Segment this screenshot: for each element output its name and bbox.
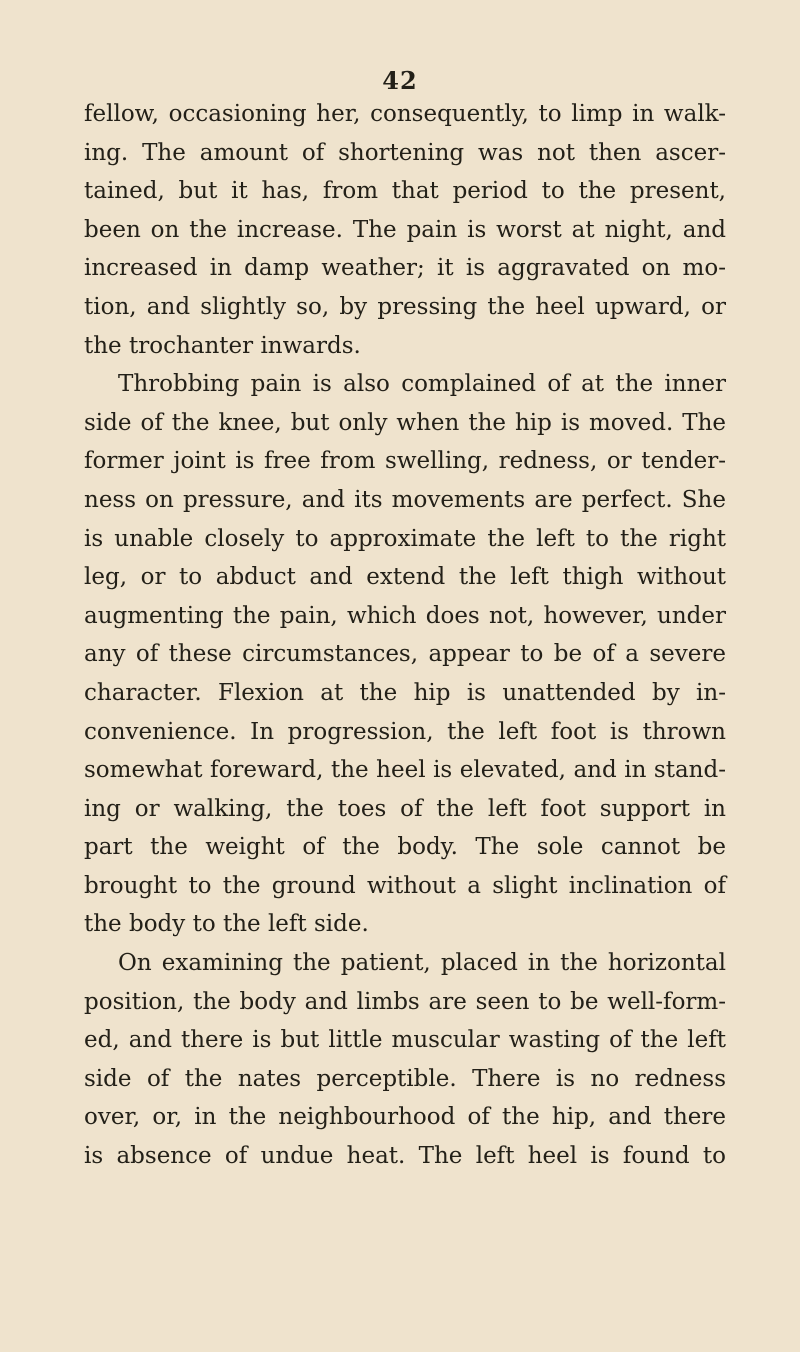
text-line: On examining the patient, placed in the horizontal xyxy=(118,950,726,977)
text-line: is unable closely to approximate the left to the right xyxy=(84,525,726,552)
text-line: part the weight of the body. The sole cannot be xyxy=(84,834,726,861)
text-line: leg, or to abduct and extend the left thigh without xyxy=(84,564,726,591)
text-line: been on the increase. The pain is worst at night, and xyxy=(84,216,726,243)
text-line: the body to the left side. xyxy=(84,911,369,938)
body-text xyxy=(84,95,726,1176)
text-line: ed, and there is but little muscular wasting of the left xyxy=(84,1027,726,1054)
text-line: somewhat foreward, the heel is elevated, and in stand- xyxy=(84,757,726,784)
text-line: fellow, occasioning her, consequently, to limp in walk- xyxy=(84,101,726,127)
text-line: position, the body and limbs are seen to be well-form- xyxy=(84,988,726,1015)
text-line: is absence of undue heat. The left heel is found to xyxy=(84,1143,726,1170)
text-line: tained, but it has, from that period to the present, xyxy=(84,178,726,205)
text-line: ing. The amount of shortening was not then ascer- xyxy=(84,139,726,166)
text-line: side of the knee, but only when the hip is moved. The xyxy=(84,409,726,436)
text-line: increased in damp weather; it is aggravated on mo- xyxy=(84,255,726,282)
text-line: any of these circumstances, appear to be of a severe xyxy=(84,641,726,668)
text-line: brought to the ground without a slight inclination of xyxy=(84,872,726,899)
text-line: ness on pressure, and its movements are perfect. She xyxy=(84,486,726,513)
text-line: convenience. In progression, the left foot is thrown xyxy=(84,718,726,745)
text-line: ing or walking, the toes of the left foot support in xyxy=(84,795,726,822)
text-line: former joint is free from swelling, redness, or tender- xyxy=(84,448,726,475)
text-line: the trochanter inwards. xyxy=(84,332,361,359)
text-line: tion, and slightly so, by pressing the heel upward, or xyxy=(84,293,726,320)
text-line: augmenting the pain, which does not, however, under xyxy=(84,602,726,629)
text-line: Throbbing pain is also complained of at the inner xyxy=(118,371,726,398)
text-line: over, or, in the neighbourhood of the hip, and there xyxy=(84,1104,726,1131)
text-line: character. Flexion at the hip is unattended by in- xyxy=(84,679,726,706)
page-number: 42 xyxy=(382,66,418,95)
text-line: side of the nates perceptible. There is no redness xyxy=(84,1065,726,1092)
